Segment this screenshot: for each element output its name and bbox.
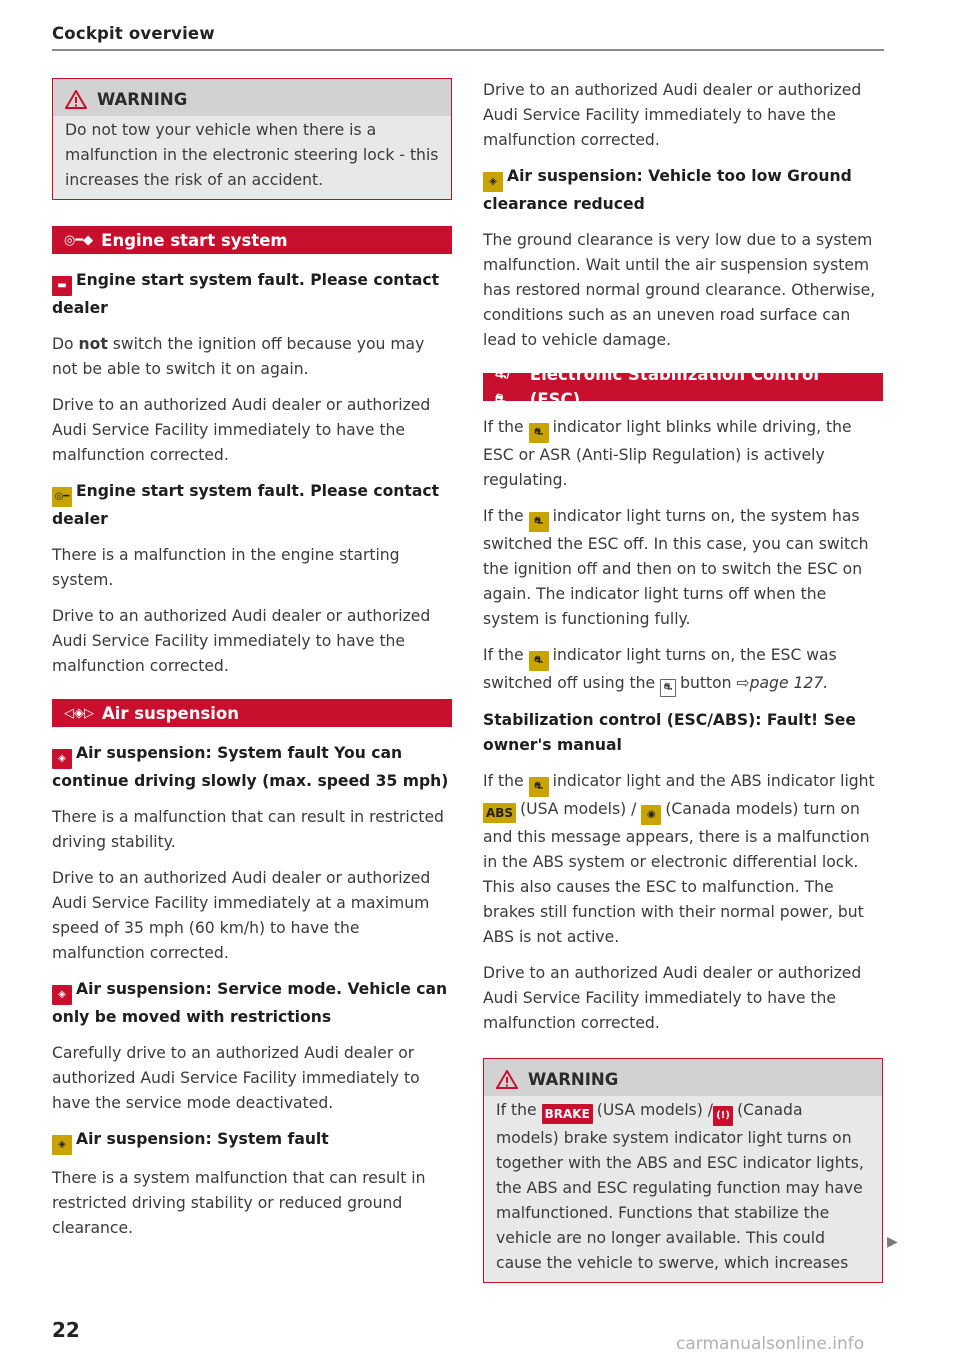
warning-header: [484, 1059, 882, 1096]
engine-start-fault-icon: ▬: [52, 276, 72, 296]
abs-canada-icon: ◉: [641, 805, 661, 825]
paragraph: There is a system malfunction that can result in restricted driving stability or reduced ground clearance.: [52, 1169, 426, 1237]
watermark: carmanualsonline.info: [676, 1334, 865, 1354]
warning-box-steering: [52, 78, 452, 200]
warning-body: [484, 1096, 882, 1282]
paragraph: If the ⛐ indicator light blinks while driving, the ESC or ASR (Anti-Slip Regulation) is actively regulating.: [483, 418, 852, 489]
message-title: Stabilization control (ESC/ABS): Fault! See owner's manual: [483, 711, 856, 754]
message-title: ◈ Air suspension: Vehicle too low Ground clearance reduced: [483, 167, 852, 213]
esc-off-indicator-icon: ⛐: [529, 512, 549, 532]
warning-triangle-icon: [496, 1070, 518, 1089]
paragraph: There is a malfunction in the engine starting system.: [52, 546, 400, 589]
esc-indicator-icon: ⛐: [529, 423, 549, 443]
header-rule: [52, 49, 884, 51]
esc-icon: ⛐/⛐: [495, 367, 511, 407]
key-icon: ◎━◆: [64, 232, 94, 248]
paragraph: Drive to an authorized Audi dealer or authorized Audi Service Facility immediately to have the malfunction corrected.: [52, 396, 431, 464]
header-title: Cockpit overview: [52, 24, 215, 43]
air-suspension-red-icon: ◈: [52, 749, 72, 769]
message-title: ◈ Air suspension: Service mode. Vehicle can only be moved with restrictions: [52, 980, 448, 1026]
brake-icon: BRAKE: [542, 1104, 593, 1124]
message-title: ◈ Air suspension: System fault You can continue driving slowly (max. speed 35 mph): [52, 744, 449, 790]
warning-triangle-icon: [65, 90, 87, 109]
page-header: [52, 24, 884, 51]
air-suspension-yellow-icon: ◈: [52, 1135, 72, 1155]
section-title: Electronic Stabilization Control (ESC): [529, 365, 820, 409]
section-esc: [483, 365, 883, 409]
warning-box-brake: [483, 1058, 883, 1283]
paragraph: Do not switch the ignition off because you may not be able to switch it on again.: [52, 335, 425, 378]
right-column: [483, 78, 883, 1309]
continue-arrow-icon: ▶: [887, 1234, 898, 1250]
abs-icon: ABS: [483, 803, 516, 823]
paragraph: Drive to an authorized Audi dealer or authorized Audi Service Facility immediately to have the malfunction corrected.: [483, 81, 862, 149]
paragraph: Drive to an authorized Audi dealer or authorized Audi Service Facility immediately to have the malfunction corrected.: [52, 607, 431, 675]
air-suspension-low-icon: ◈: [483, 172, 503, 192]
warning-text: Do not tow your vehicle when there is a malfunction in the electronic steering lock - this increases the risk of an accident.: [65, 121, 439, 189]
page-reference[interactable]: page 127.: [749, 674, 829, 692]
paragraph: There is a malfunction that can result in restricted driving stability.: [52, 808, 444, 851]
warning-title: WARNING: [97, 90, 188, 109]
section-air-suspension: [52, 699, 452, 727]
warning-text: If the BRAKE (USA models) / (!) (Canada models) brake system indicator light turns on together with the ABS and ESC indicator lights, the ABS and ESC regulating function may have malfunctioned. Functions that stabilize the vehicle are no longer available. This could cause the vehicle to swerve, which increases: [496, 1101, 864, 1272]
paragraph: Drive to an authorized Audi dealer or authorized Audi Service Facility immediately at a maximum speed of 35 mph (60 km/h) to have the malfunction corrected.: [52, 869, 431, 962]
left-column: [52, 78, 452, 1252]
message-title: ▬ Engine start system fault. Please contact dealer: [52, 271, 440, 317]
page-number: 22: [52, 1318, 80, 1342]
engine-start-key-icon: ◎━: [52, 487, 72, 507]
message-title: ◈ Air suspension: System fault: [52, 1127, 452, 1155]
brake-canada-icon: (!): [713, 1106, 733, 1126]
message-title: ◎━ Engine start system fault. Please contact dealer: [52, 482, 440, 528]
paragraph: If the ⛐ indicator light turns on, the system has switched the ESC off. In this case, you can switch the ignition off and then on to switch the ESC on again. The indicator light turns off when the system is functioning fully.: [483, 507, 869, 628]
section-title: Air suspension: [102, 703, 240, 723]
esc-button-icon: ⛐: [660, 679, 676, 697]
air-suspension-icon: ◁◈▷: [64, 705, 94, 721]
section-title: Engine start system: [101, 230, 288, 250]
warning-header: [53, 79, 451, 116]
paragraph: If the ⛐ indicator light and the ABS indicator light ABS (USA models) / ◉ (Canada models) turn on and this message appears, there is a malfunction in the ABS system or electronic differential lock. This also causes the ESC to malfunction. The brakes still function with their normal power, but ABS is not active.: [483, 772, 875, 946]
air-suspension-service-icon: ◈: [52, 985, 72, 1005]
warning-body: [53, 116, 451, 199]
paragraph: Drive to an authorized Audi dealer or authorized Audi Service Facility immediately to have the malfunction corrected.: [483, 964, 862, 1032]
section-engine-start: [52, 226, 452, 254]
arrow-right-icon: ⇨: [736, 674, 750, 692]
paragraph: Carefully drive to an authorized Audi dealer or authorized Audi Service Facility immediately to have the service mode deactivated.: [52, 1044, 420, 1112]
paragraph: The ground clearance is very low due to a system malfunction. Wait until the air suspension system has restored normal ground clearance. Otherwise, conditions such as an uneven road surface can lead to vehicle damage.: [483, 231, 876, 349]
warning-title: WARNING: [528, 1070, 619, 1089]
paragraph: If the ⛐ indicator light turns on, the ESC was switched off using the ⛐ button ⇨page 127.: [483, 643, 883, 697]
esc-off-indicator-icon: ⛐: [529, 651, 549, 671]
esc-indicator-icon: ⛐: [529, 777, 549, 797]
